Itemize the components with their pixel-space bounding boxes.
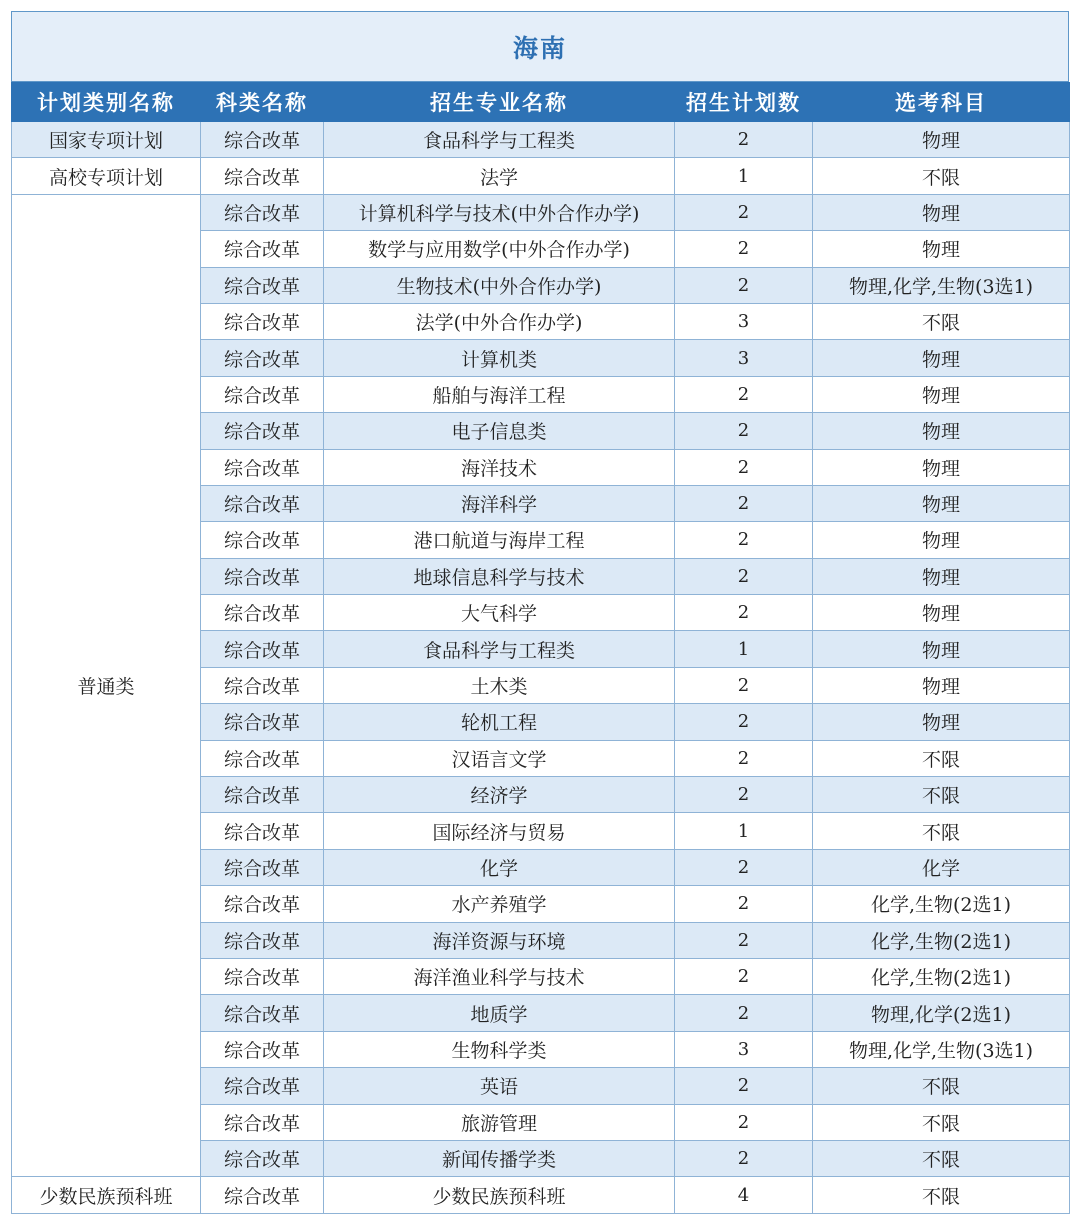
cell-plan-count: 2: [675, 231, 813, 267]
cell-subject-type: 综合改革: [201, 1031, 324, 1067]
cell-subject-type: 综合改革: [201, 522, 324, 558]
cell-plan-count: 2: [675, 522, 813, 558]
cell-required-subjects: 不限: [813, 777, 1070, 813]
cell-plan-count: 4: [675, 1177, 813, 1213]
table-row: [12, 122, 1070, 158]
cell-plan-count: 1: [675, 813, 813, 849]
cell-plan-count: 2: [675, 595, 813, 631]
cell-required-subjects: 物理,化学,生物(3选1): [813, 1031, 1070, 1067]
cell-major-name: 地质学: [324, 995, 675, 1031]
header-required-subjects: 选考科目: [813, 83, 1070, 122]
cell-required-subjects: 不限: [813, 1068, 1070, 1104]
cell-major-name: 计算机类: [324, 340, 675, 376]
cell-required-subjects: 物理: [813, 413, 1070, 449]
cell-plan-category: 国家专项计划: [12, 122, 201, 158]
cell-required-subjects: 不限: [813, 1140, 1070, 1176]
cell-major-name: 数学与应用数学(中外合作办学): [324, 231, 675, 267]
cell-subject-type: 综合改革: [201, 1104, 324, 1140]
cell-subject-type: 综合改革: [201, 122, 324, 158]
cell-subject-type: 综合改革: [201, 667, 324, 703]
cell-subject-type: 综合改革: [201, 485, 324, 521]
cell-plan-count: 2: [675, 558, 813, 594]
table-title: 海南: [11, 11, 1069, 82]
cell-subject-type: 综合改革: [201, 813, 324, 849]
table-row: [12, 194, 1070, 230]
cell-required-subjects: 不限: [813, 813, 1070, 849]
cell-plan-count: 2: [675, 1140, 813, 1176]
table-row: [12, 158, 1070, 194]
cell-plan-count: 3: [675, 303, 813, 339]
cell-required-subjects: 不限: [813, 303, 1070, 339]
cell-major-name: 经济学: [324, 777, 675, 813]
cell-major-name: 海洋资源与环境: [324, 922, 675, 958]
cell-plan-category: 普通类: [12, 194, 201, 1177]
cell-plan-count: 2: [675, 667, 813, 703]
cell-subject-type: 综合改革: [201, 340, 324, 376]
cell-required-subjects: 物理: [813, 485, 1070, 521]
cell-plan-count: 2: [675, 704, 813, 740]
cell-major-name: 法学: [324, 158, 675, 194]
cell-required-subjects: 物理: [813, 667, 1070, 703]
cell-major-name: 海洋渔业科学与技术: [324, 958, 675, 994]
cell-plan-count: 2: [675, 777, 813, 813]
cell-major-name: 港口航道与海岸工程: [324, 522, 675, 558]
cell-major-name: 电子信息类: [324, 413, 675, 449]
cell-major-name: 国际经济与贸易: [324, 813, 675, 849]
cell-plan-count: 2: [675, 267, 813, 303]
cell-required-subjects: 物理: [813, 631, 1070, 667]
cell-required-subjects: 物理: [813, 340, 1070, 376]
cell-plan-count: 2: [675, 958, 813, 994]
cell-plan-count: 2: [675, 449, 813, 485]
cell-required-subjects: 不限: [813, 740, 1070, 776]
cell-major-name: 海洋技术: [324, 449, 675, 485]
cell-plan-count: 2: [675, 485, 813, 521]
cell-plan-count: 2: [675, 1104, 813, 1140]
cell-subject-type: 综合改革: [201, 158, 324, 194]
cell-required-subjects: 物理: [813, 449, 1070, 485]
cell-required-subjects: 物理: [813, 376, 1070, 412]
cell-major-name: 生物技术(中外合作办学): [324, 267, 675, 303]
table-row: [12, 1177, 1070, 1213]
cell-plan-count: 2: [675, 413, 813, 449]
cell-major-name: 化学: [324, 849, 675, 885]
cell-major-name: 船舶与海洋工程: [324, 376, 675, 412]
cell-required-subjects: 物理: [813, 231, 1070, 267]
cell-required-subjects: 物理: [813, 704, 1070, 740]
table-body: [12, 122, 1070, 1214]
cell-subject-type: 综合改革: [201, 995, 324, 1031]
cell-required-subjects: 不限: [813, 1104, 1070, 1140]
header-plan-category: 计划类别名称: [12, 83, 201, 122]
cell-major-name: 新闻传播学类: [324, 1140, 675, 1176]
cell-plan-count: 2: [675, 922, 813, 958]
cell-subject-type: 综合改革: [201, 777, 324, 813]
cell-subject-type: 综合改革: [201, 1140, 324, 1176]
cell-subject-type: 综合改革: [201, 413, 324, 449]
header-subject-type: 科类名称: [201, 83, 324, 122]
admission-plan-table-container: [11, 11, 1069, 1214]
cell-subject-type: 综合改革: [201, 1068, 324, 1104]
header-row: [12, 83, 1070, 122]
cell-subject-type: 综合改革: [201, 740, 324, 776]
cell-major-name: 旅游管理: [324, 1104, 675, 1140]
cell-required-subjects: 物理: [813, 595, 1070, 631]
cell-major-name: 地球信息科学与技术: [324, 558, 675, 594]
cell-subject-type: 综合改革: [201, 631, 324, 667]
cell-major-name: 计算机科学与技术(中外合作办学): [324, 194, 675, 230]
cell-subject-type: 综合改革: [201, 449, 324, 485]
cell-major-name: 大气科学: [324, 595, 675, 631]
cell-subject-type: 综合改革: [201, 595, 324, 631]
cell-subject-type: 综合改革: [201, 376, 324, 412]
cell-required-subjects: 化学,生物(2选1): [813, 922, 1070, 958]
cell-required-subjects: 物理: [813, 194, 1070, 230]
cell-required-subjects: 物理: [813, 558, 1070, 594]
cell-required-subjects: 物理: [813, 122, 1070, 158]
cell-subject-type: 综合改革: [201, 303, 324, 339]
cell-plan-count: 2: [675, 849, 813, 885]
cell-subject-type: 综合改革: [201, 958, 324, 994]
cell-plan-count: 2: [675, 194, 813, 230]
cell-plan-count: 3: [675, 340, 813, 376]
cell-plan-category: 高校专项计划: [12, 158, 201, 194]
cell-plan-category: 少数民族预科班: [12, 1177, 201, 1213]
cell-required-subjects: 化学: [813, 849, 1070, 885]
cell-subject-type: 综合改革: [201, 231, 324, 267]
cell-subject-type: 综合改革: [201, 886, 324, 922]
cell-plan-count: 2: [675, 740, 813, 776]
cell-subject-type: 综合改革: [201, 704, 324, 740]
cell-subject-type: 综合改革: [201, 194, 324, 230]
cell-subject-type: 综合改革: [201, 1177, 324, 1213]
cell-major-name: 英语: [324, 1068, 675, 1104]
cell-major-name: 水产养殖学: [324, 886, 675, 922]
cell-major-name: 轮机工程: [324, 704, 675, 740]
cell-plan-count: 1: [675, 631, 813, 667]
cell-major-name: 食品科学与工程类: [324, 122, 675, 158]
cell-major-name: 土木类: [324, 667, 675, 703]
cell-major-name: 食品科学与工程类: [324, 631, 675, 667]
cell-plan-count: 2: [675, 1068, 813, 1104]
header-major-name: 招生专业名称: [324, 83, 675, 122]
cell-major-name: 法学(中外合作办学): [324, 303, 675, 339]
cell-plan-count: 2: [675, 376, 813, 412]
cell-subject-type: 综合改革: [201, 849, 324, 885]
cell-subject-type: 综合改革: [201, 267, 324, 303]
admission-plan-table: [11, 82, 1070, 1214]
cell-required-subjects: 不限: [813, 1177, 1070, 1213]
cell-major-name: 汉语言文学: [324, 740, 675, 776]
cell-required-subjects: 物理: [813, 522, 1070, 558]
cell-major-name: 海洋科学: [324, 485, 675, 521]
cell-subject-type: 综合改革: [201, 922, 324, 958]
cell-required-subjects: 物理,化学(2选1): [813, 995, 1070, 1031]
cell-plan-count: 2: [675, 886, 813, 922]
cell-plan-count: 2: [675, 995, 813, 1031]
cell-major-name: 少数民族预科班: [324, 1177, 675, 1213]
cell-required-subjects: 化学,生物(2选1): [813, 886, 1070, 922]
cell-plan-count: 3: [675, 1031, 813, 1067]
cell-subject-type: 综合改革: [201, 558, 324, 594]
cell-required-subjects: 不限: [813, 158, 1070, 194]
cell-plan-count: 2: [675, 122, 813, 158]
cell-required-subjects: 物理,化学,生物(3选1): [813, 267, 1070, 303]
header-plan-count: 招生计划数: [675, 83, 813, 122]
cell-required-subjects: 化学,生物(2选1): [813, 958, 1070, 994]
cell-plan-count: 1: [675, 158, 813, 194]
cell-major-name: 生物科学类: [324, 1031, 675, 1067]
